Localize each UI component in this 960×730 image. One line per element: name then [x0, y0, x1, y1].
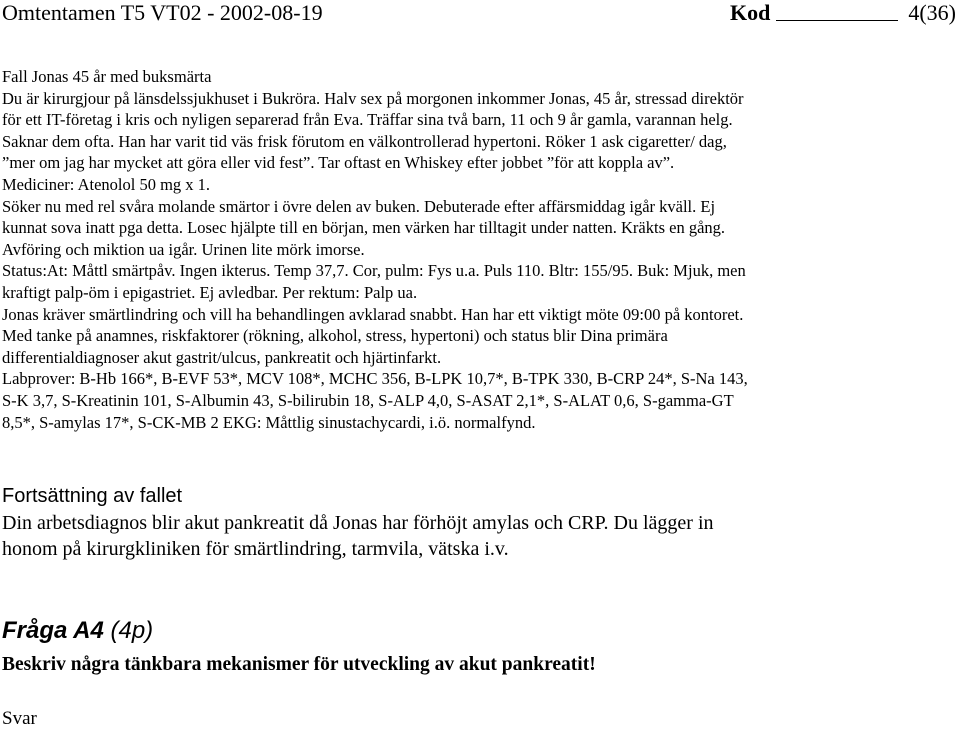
code-label: Kod: [730, 0, 771, 25]
continuation-line: honom på kirurgkliniken för smärtlindring, tarmvila, vätska i.v.: [2, 538, 509, 560]
code-entry-line: [776, 20, 898, 21]
case-line: Status:At: Måttl smärtpåv. Ingen ikterus. Temp 37,7. Cor, pulm: Fys u.a. Puls 110. Bltr: 155/95. Buk: Mjuk, men: [2, 261, 746, 281]
continuation-heading: Fortsättning av fallet: [2, 485, 183, 507]
question-text: Beskriv några tänkbara mekanismer för utveckling av akut pankreatit!: [2, 654, 596, 675]
case-line: kraftigt palp-öm i epigastriet. Ej avledbar. Per rektum: Palp ua.: [2, 282, 418, 302]
case-line: Jonas kräver smärtlindring och vill ha behandlingen avklarad snabbt. Han har ett viktigt möte 09:00 på kontoret.: [2, 304, 744, 324]
question-heading: [2, 616, 153, 646]
case-line: ”mer om jag har mycket att göra eller vid fest”. Tar oftast en Whiskey efter jobbet ”för att koppla av”.: [2, 153, 675, 173]
case-line: 8,5*, S-amylas 17*, S-CK-MB 2 EKG: Måttlig sinustachycardi, i.ö. normalfynd.: [2, 412, 536, 432]
continuation-line: Din arbetsdiagnos blir akut pankreatit då Jonas har förhöjt amylas och CRP. Du lägger in: [2, 512, 714, 534]
case-title: Fall Jonas 45 år med buksmärta: [2, 67, 212, 86]
case-line: Saknar dem ofta. Han har varit tid väs frisk förutom en välkontrollerad hypertoni. Röker 1 ask cigaretter/ dag,: [2, 131, 727, 151]
case-line: Du är kirurgjour på länsdelssjukhuset i Bukröra. Halv sex på morgonen inkommer Jonas, 45 år, stressad direktör: [2, 88, 744, 108]
continuation-text: [2, 510, 714, 562]
case-line: kunnat sova inatt pga detta. Losec hjälpte till en början, men värken har tilltagit under natten. Kräkts en gång.: [2, 218, 726, 238]
case-description: [2, 66, 952, 433]
case-line: för ett IT-företag i kris och nyligen separerad från Eva. Träffar sina två barn, 11 och 9 år gamla, varannan helg.: [2, 110, 733, 130]
case-line: Avföring och miktion ua igår. Urinen lite mörk imorse.: [2, 239, 365, 259]
case-line: Med tanke på anamnes, riskfaktorer (rökning, alkohol, stress, hypertoni) och status blir Dina primära: [2, 326, 668, 346]
question-label: Fråga A4: [2, 617, 104, 644]
case-line: Söker nu med rel svåra molande smärtor i övre delen av buken. Debuterade efter affärsmiddag igår kväll. Ej: [2, 196, 716, 216]
case-line: Labprover: B-Hb 166*, B-EVF 53*, MCV 108*, MCHC 356, B-LPK 10,7*, B-TPK 330, B-CRP 24*, S-Na 143,: [2, 369, 748, 389]
case-line: differentialdiagnoser akut gastrit/ulcus, pankreatit och hjärtinfarkt.: [2, 347, 442, 367]
question-points: (4p): [103, 617, 154, 644]
page-number: 4(36): [908, 0, 956, 25]
case-line: S-K 3,7, S-Kreatinin 101, S-Albumin 43, S-bilirubin 18, S-ALP 4,0, S-ASAT 2,1*, S-ALAT 0,6, S-gamma-GT: [2, 390, 734, 410]
answer-label: Svar: [2, 708, 37, 729]
page-header: [0, 0, 960, 30]
exam-title: Omtentamen T5 VT02 - 2002-08-19: [2, 0, 323, 25]
case-line: Mediciner: Atenolol 50 mg x 1.: [2, 174, 211, 194]
